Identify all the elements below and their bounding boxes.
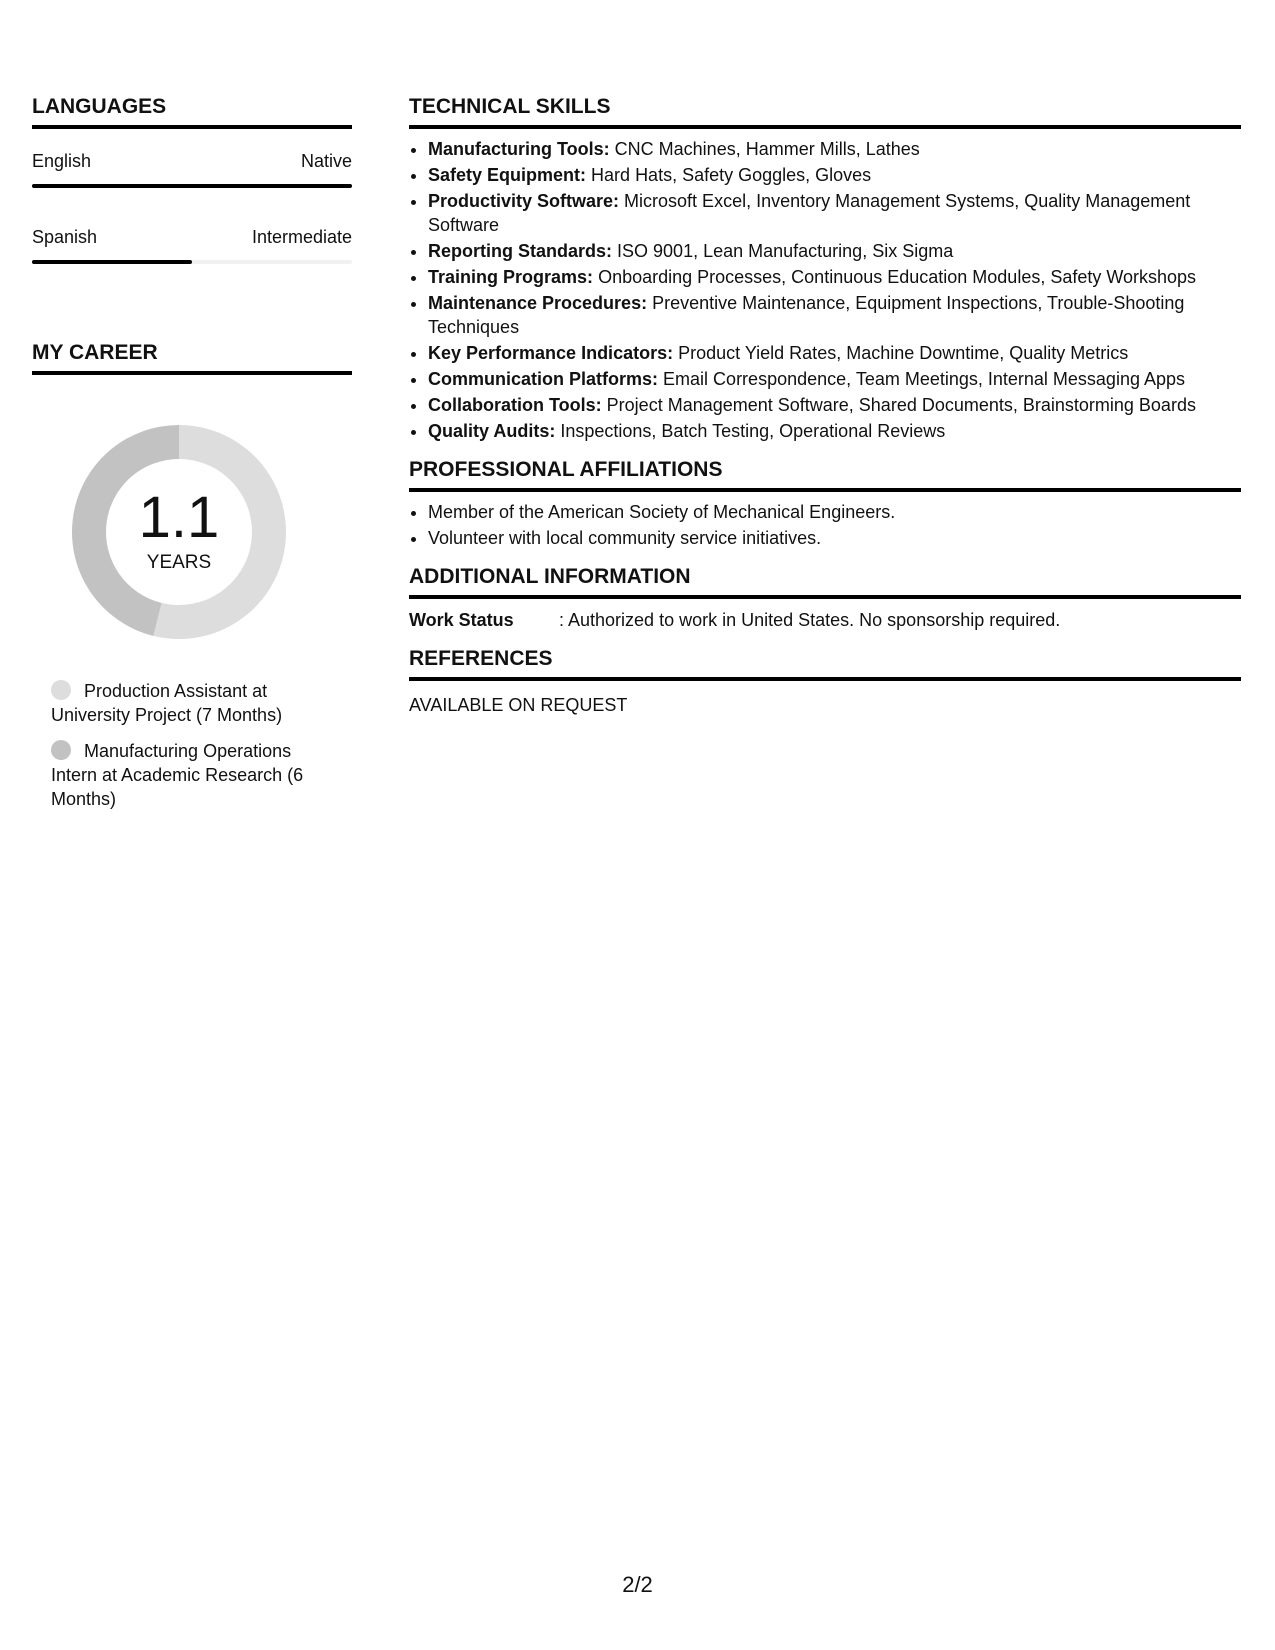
skill-label: Productivity Software: <box>428 191 620 211</box>
references-text: AVAILABLE ON REQUEST <box>409 695 628 715</box>
skill-value: Onboarding Processes, Continuous Education Modules, Safety Workshops <box>598 267 1197 287</box>
references-section <box>409 646 1241 717</box>
career-total-unit: YEARS <box>146 552 212 573</box>
skill-value: ISO 9001, Lean Manufacturing, Six Sigma <box>617 241 954 261</box>
skill-item <box>428 239 1241 263</box>
skill-value: Project Management Software, Shared Documents, Brainstorming Boards <box>606 395 1196 415</box>
legend-dot <box>51 680 71 700</box>
skill-value: Product Yield Rates, Machine Downtime, Quality Metrics <box>678 343 1129 363</box>
legend-label: Production Assistant at University Project (7 Months) <box>51 681 283 725</box>
additional-info-section <box>409 564 1241 632</box>
language-proficiency-track <box>32 260 352 264</box>
page-number: 2/2 <box>622 1572 653 1597</box>
career-total-value: 1.1 <box>138 485 220 550</box>
skill-item <box>428 189 1241 237</box>
technical-skills-heading: TECHNICAL SKILLS <box>409 94 1241 129</box>
skill-value: Microsoft Excel, Inventory Management Systems, Quality Management Software <box>428 191 1191 235</box>
career-heading: MY CAREER <box>32 340 352 375</box>
skill-item <box>428 367 1241 391</box>
language-proficiency-bar <box>32 184 352 188</box>
legend-dot <box>51 740 71 760</box>
affiliation-item: • Member of the American Society of Mechanical Engineers. <box>428 500 1241 524</box>
language-item-english <box>32 150 352 188</box>
career-section <box>32 340 352 811</box>
skill-label: Key Performance Indicators: <box>428 343 674 363</box>
affiliations-heading: PROFESSIONAL AFFILIATIONS <box>409 457 1241 492</box>
skill-label: Quality Audits: <box>428 421 556 441</box>
skill-item <box>428 341 1241 365</box>
skill-value: Hard Hats, Safety Goggles, Gloves <box>591 165 872 185</box>
skill-label: Safety Equipment: <box>428 165 587 185</box>
skill-value: Preventive Maintenance, Equipment Inspections, Trouble-Shooting Techniques <box>428 293 1185 337</box>
skill-label: Training Programs: <box>428 267 594 287</box>
skill-item <box>428 291 1241 339</box>
skill-item <box>428 265 1241 289</box>
language-name: Spanish <box>32 227 98 247</box>
left-column <box>32 94 352 823</box>
donut-center-label <box>66 419 292 645</box>
skill-item <box>428 393 1241 417</box>
work-status-value: : Authorized to work in United States. No sponsorship required. <box>559 610 1061 630</box>
language-name: English <box>32 151 92 171</box>
legend-item <box>51 679 341 727</box>
skill-label: Maintenance Procedures: <box>428 293 648 313</box>
skill-label: Reporting Standards: <box>428 241 613 261</box>
legend-label: Manufacturing Operations Intern at Academic Research (6 Months) <box>51 741 304 809</box>
languages-heading: LANGUAGES <box>32 94 352 129</box>
language-item-spanish <box>32 226 352 264</box>
skill-label: Communication Platforms: <box>428 369 659 389</box>
career-donut-chart <box>66 419 292 645</box>
affiliation-item: • Volunteer with local community service initiatives. <box>428 526 1241 550</box>
references-heading: REFERENCES <box>409 646 1241 681</box>
skill-value: CNC Machines, Hammer Mills, Lathes <box>614 139 920 159</box>
additional-info-heading: ADDITIONAL INFORMATION <box>409 564 1241 599</box>
skill-item <box>428 163 1241 187</box>
language-proficiency-bar <box>32 260 192 264</box>
language-level: Native <box>300 151 352 171</box>
skill-label: Collaboration Tools: <box>428 395 602 415</box>
affiliations-section <box>409 457 1241 550</box>
work-status-label: Work Status <box>409 610 514 630</box>
skill-value: Inspections, Batch Testing, Operational Reviews <box>560 421 946 441</box>
legend-item <box>51 739 341 811</box>
right-column <box>409 94 1241 717</box>
skill-item <box>428 137 1241 161</box>
affiliations-list <box>409 500 1241 550</box>
technical-skills-list <box>409 137 1241 443</box>
skill-value: Email Correspondence, Team Meetings, Internal Messaging Apps <box>663 369 1185 389</box>
skill-label: Manufacturing Tools: <box>428 139 610 159</box>
career-legend <box>51 679 341 811</box>
skill-item <box>428 419 1241 443</box>
work-status-row <box>409 608 1241 632</box>
language-level: Intermediate <box>251 227 352 247</box>
language-proficiency-track <box>32 184 352 188</box>
